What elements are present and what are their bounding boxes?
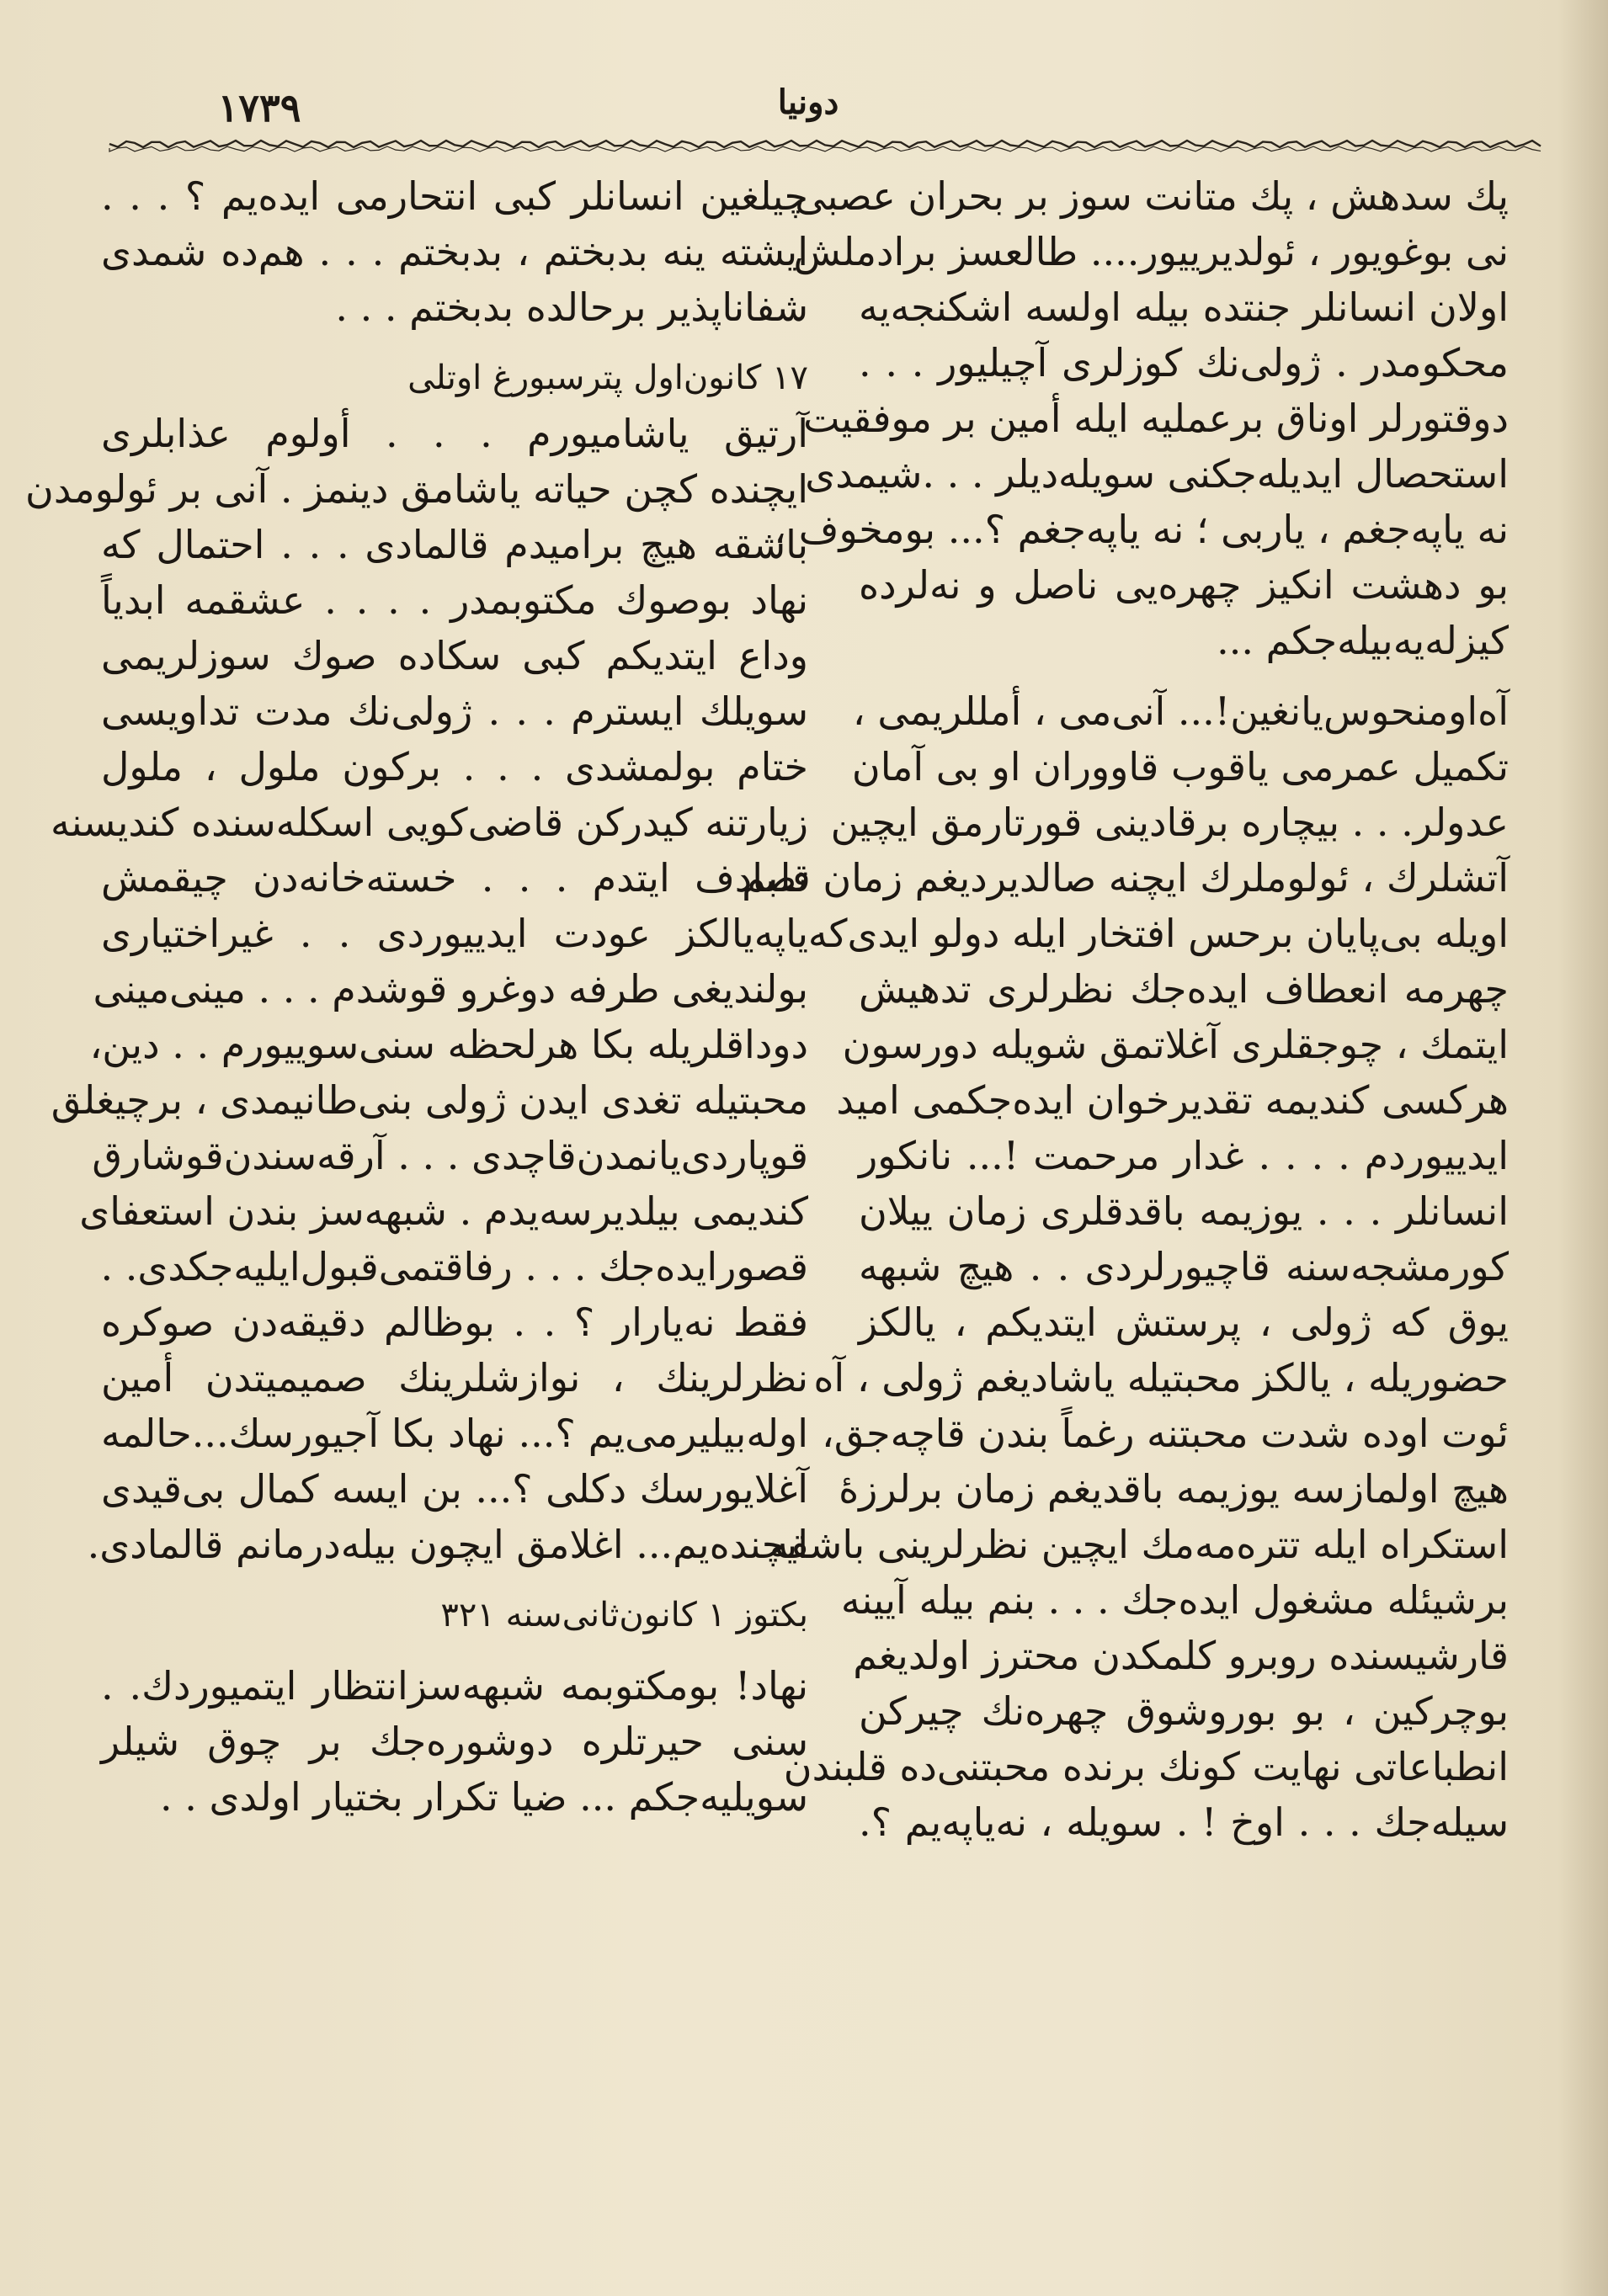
text-line: کیزله‌یه‌بیله‌جکم ... — [1217, 618, 1509, 663]
text-line: آه‌اومنحوس‌یانغین!... آنی‌می ، أمللریمی ، — [852, 688, 1509, 734]
text-line: بولندیغی طرفه دوغرو قوشدم . . . مینی‌مینی — [93, 966, 808, 1012]
text-line: نهاد! بومکتوبمه شبهه‌سزانتظار ایتمیوردك. . — [101, 1663, 808, 1709]
text-line: تصادف ایتدم . . . خسته‌خانه‌دن چیقمش — [101, 855, 808, 901]
paragraph-gap — [859, 668, 1509, 683]
running-title: دونیا — [777, 82, 839, 122]
text-line: حضوریله ، یالکز محبتیله یاشادیغم ژولی ، آه — [813, 1355, 1509, 1400]
text-line: کندیمی بیلدیرسه‌یدم . شبهه‌سز بندن استعفای — [79, 1188, 808, 1234]
page-number: ١٧٣٩ — [217, 85, 301, 130]
text-line: ۱۷ کانون‌اول پترسبورغ اوتلی — [407, 359, 808, 397]
text-line: سویلك ایسترم . . . ژولی‌نك مدت تداویسی — [101, 688, 808, 734]
left-column — [25, 168, 808, 1825]
text-line: بوچرکین ، بو بوروشوق چهره‌نك چیرکن — [859, 1688, 1509, 1734]
paragraph-gap — [101, 335, 808, 350]
text-line: بکتوز ۱ کانون‌ثانی‌سنه ۳۲۱ — [440, 1596, 808, 1634]
text-line: ایدییوردم . . . . غدار مرحمت !... نانکور — [859, 1133, 1509, 1178]
text-line: نظرلرینك ، نوازشلرینك صمیمیتدن أمین — [101, 1355, 808, 1400]
text-line: قصورایده‌جك . . . رفاقتمی‌قبول‌ایلیه‌جکدی. . — [100, 1244, 808, 1289]
text-line: کورمشجه‌سنه قاچیورلردی . . هیچ شبهه — [859, 1244, 1509, 1289]
text-line: سویلیه‌جکم ... ضیا تکرار بختیار اولدی . . — [160, 1774, 808, 1820]
text-line: چیلغین انسانلر کبی انتحارمی ایده‌یم ؟ . . . — [101, 173, 808, 219]
text-line: یاپه‌یالکز عودت ایدییوردی . . غیراختیاری — [101, 911, 808, 956]
text-line: وداع ایتدیکم کبی سکاده صوك سوزلریمی — [101, 633, 808, 678]
text-line: نه یاپه‌جغم ، یاربی ؛ نه یاپه‌جغم ؟... بومخوف ، — [774, 507, 1509, 552]
text-line: باشقه هیچ برامیدم قالمادی . . . احتمال که — [101, 522, 808, 567]
text-line: دوداقلریله بکا هرلحظه سنی‌سوییورم . . دین، — [89, 1022, 808, 1067]
text-line: ایچنده‌یم... اغلامق ایچون بیله‌درمانم قالمادی. — [87, 1522, 808, 1567]
text-line: ایتمك ، چوجقلری آغلاتمق شویله دورسون — [842, 1022, 1509, 1067]
page-edge-shadow — [1557, 0, 1608, 2296]
text-line: استکراه ایله تتره‌مه‌مك ایچین نظرلرینی باشقه — [769, 1522, 1509, 1567]
header-wavy-rule — [109, 133, 1541, 155]
text-line: ایشته ینه بدبختم ، بدبختم . . . هم‌ده شمدی — [101, 229, 808, 274]
text-line: استحصال ایدیله‌جکنی سویله‌دیلر . . .شیمدی — [805, 451, 1509, 497]
text-line: زیارتنه کیدرکن قاضی‌کویی اسکله‌سنده کندیسنه — [51, 800, 808, 845]
text-line: دوقتورلر اوناق برعملیه ایله أمین بر موفقیت — [803, 396, 1509, 441]
text-line: ایچنده کچن حیاته یاشامق دینمز . آنی بر ئولومدن — [25, 466, 808, 512]
text-line: نی بوغویور ، ئولدیرییور.... طالعسز برادملش — [793, 229, 1509, 274]
right-column — [742, 168, 1509, 1850]
text-line: سیله‌جك . . . اوخ ! . سویله ، نه‌یاپه‌یم ؟. — [859, 1799, 1509, 1845]
text-line: فقط نه‌یارار ؟ . . بوظالم دقیقه‌دن صوکره — [101, 1299, 808, 1345]
text-line: انطباعاتی نهایت کونك برنده محبتنی‌ده قلبندن — [783, 1744, 1509, 1789]
text-line: هرکسی کندیمه تقدیرخوان ایده‌جکمی امید — [836, 1077, 1509, 1123]
text-line: آتشلرك ، ئولوملرك ایچنه صالدیردیغم زمان قلبم — [742, 855, 1509, 901]
text-line: آغلایورسك دکلی ؟... بن ایسه کمال بی‌قیدی — [101, 1466, 808, 1512]
text-line: بو دهشت انکیز چهره‌یی ناصل و نه‌لرده — [859, 562, 1509, 608]
text-line: چهرمه انعطاف ایده‌جك نظرلری تدهیش — [859, 966, 1509, 1012]
text-line: محبتیله تغدی ایدن ژولی بنی‌طانیمدی ، برچیغلق — [51, 1077, 808, 1123]
text-line: عدولر. . . بیچاره برقادینی قورتارمق ایچین — [830, 800, 1509, 845]
text-line: هیچ اولمازسه یوزیمه باقدیغم زمان برلرزۀ — [839, 1466, 1509, 1512]
text-line: برشیئله مشغول ایده‌جك . . . بنم بیله آیینه — [840, 1577, 1509, 1623]
text-line: قارشیسنده روبرو کلمکدن محترز اولدیغم — [853, 1633, 1509, 1678]
text-line: ختام بولمشدی . . . برکون ملول ، ملول — [101, 744, 808, 789]
text-line: یوق که ژولی ، پرستش ایتدیکم ، یالکز — [859, 1299, 1509, 1345]
text-line: پك سدهش ، پك متانت سوز بر بحران عصبی — [795, 173, 1509, 219]
paragraph-gap — [101, 1572, 808, 1587]
text-line: محکومدر . ژولی‌نك کوزلری آچیلیور . . . — [859, 340, 1509, 385]
paragraph-gap — [101, 1643, 808, 1658]
text-line: سنی حیرتلره دوشوره‌جك بر چوق شیلر — [101, 1719, 808, 1764]
text-line: اویله بی‌پایان برحس افتخار ایله دولو ایدی‌که — [807, 911, 1509, 956]
text-line: اولان انسانلر جنتده بیله اولسه اشکنجه‌یه — [859, 284, 1509, 330]
text-line: اوله‌بیلیرمی‌یم ؟... نهاد بکا آجیورسك...حالمه — [101, 1411, 808, 1456]
text-line: ئوت اوده شدت محبتنه رغماً بندن قاچه‌جق، — [821, 1411, 1509, 1456]
text-line: نهاد بوصوك مکتوبمدر . . . . عشقمه ابدیاً — [101, 577, 808, 623]
text-line: شفاناپذیر برحالده بدبختم . . . — [335, 284, 808, 330]
text-line: قوپاردی‌یانمدن‌قاچدی . . . آرقه‌سندن‌قوشارق — [92, 1133, 808, 1178]
text-line: تکمیل عمرمی یاقوب قاووران او بی آمان — [851, 744, 1509, 789]
text-line: انسانلر . . . یوزیمه باقدقلری زمان ییلان — [859, 1188, 1509, 1234]
text-line: آرتیق یاشامیورم . . . أولوم عذابلری — [101, 411, 808, 456]
